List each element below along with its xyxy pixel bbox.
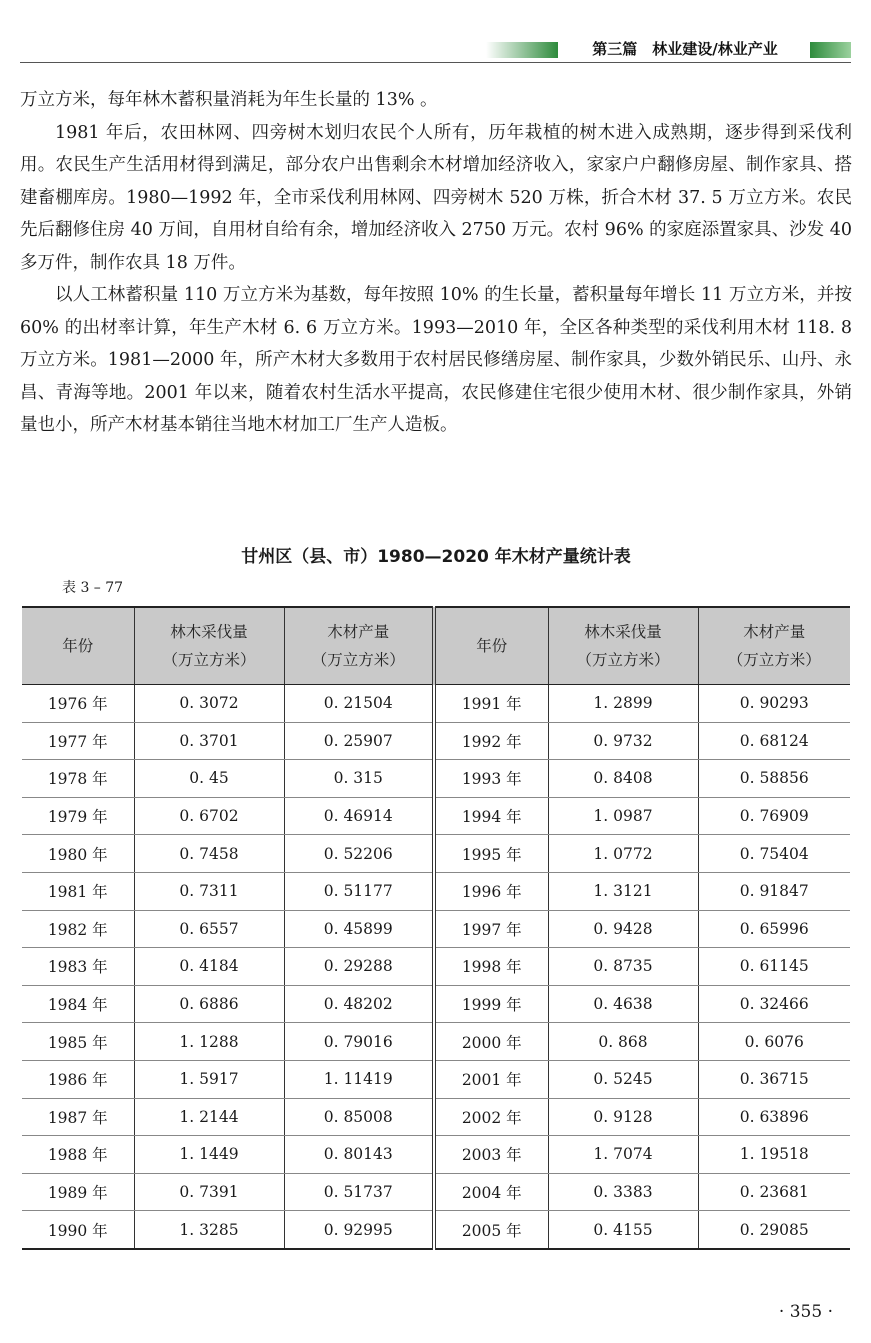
cell-year: 1984 年 — [22, 985, 134, 1023]
cell-wood: 0. 25907 — [284, 722, 434, 760]
cell-wood: 0. 51737 — [284, 1173, 434, 1211]
cell-cut-2: 0. 8735 — [548, 948, 698, 986]
cell-year-2: 2001 年 — [434, 1060, 548, 1098]
cell-wood-2: 0. 29085 — [698, 1211, 850, 1249]
paragraph-1: 万立方米，每年林木蓄积量消耗为年生长量的 13% 。 — [20, 90, 438, 110]
table-row — [22, 948, 850, 986]
running-header — [20, 38, 851, 64]
header-wood-line2: （万立方米） — [311, 651, 405, 669]
table-row — [22, 910, 850, 948]
header-wood-line1: 木材产量 — [327, 623, 390, 641]
cell-wood: 0. 29288 — [284, 948, 434, 986]
timber-table — [22, 606, 850, 1250]
cell-cut-2: 0. 9428 — [548, 910, 698, 948]
header-wood-line2: （万立方米） — [727, 651, 821, 669]
cell-year-2: 1998 年 — [434, 948, 548, 986]
cell-year-2: 2000 年 — [434, 1023, 548, 1061]
header-cut-line2: （万立方米） — [162, 651, 256, 669]
cell-year: 1989 年 — [22, 1173, 134, 1211]
cell-year-2: 1994 年 — [434, 797, 548, 835]
cell-year: 1982 年 — [22, 910, 134, 948]
cell-year: 1977 年 — [22, 722, 134, 760]
table-row — [22, 985, 850, 1023]
table-row — [22, 722, 850, 760]
cell-cut-2: 1. 0987 — [548, 797, 698, 835]
cell-year-2: 1992 年 — [434, 722, 548, 760]
table-title: 甘州区（县、市）1980—2020 年木材产量统计表 — [241, 547, 631, 567]
cell-year-2: 1999 年 — [434, 985, 548, 1023]
cell-year: 1985 年 — [22, 1023, 134, 1061]
cell-cut: 0. 6557 — [134, 910, 284, 948]
table-row — [22, 797, 850, 835]
header-wood — [284, 607, 434, 685]
cell-wood: 0. 92995 — [284, 1211, 434, 1249]
table-row — [22, 760, 850, 798]
cell-cut: 0. 7391 — [134, 1173, 284, 1211]
cell-cut: 0. 4184 — [134, 948, 284, 986]
cell-year-2: 2005 年 — [434, 1211, 548, 1249]
cell-year: 1988 年 — [22, 1136, 134, 1174]
header-cut-line2: （万立方米） — [576, 651, 670, 669]
header-wood-2 — [698, 607, 850, 685]
cell-year-2: 2004 年 — [434, 1173, 548, 1211]
cell-cut: 0. 45 — [134, 760, 284, 798]
header-cut-line1: 林木采伐量 — [584, 623, 662, 641]
cell-wood: 0. 45899 — [284, 910, 434, 948]
cell-wood: 0. 79016 — [284, 1023, 434, 1061]
cell-wood-2: 1. 19518 — [698, 1136, 850, 1174]
cell-cut: 0. 3701 — [134, 722, 284, 760]
cell-cut: 0. 6886 — [134, 985, 284, 1023]
cell-wood: 0. 315 — [284, 760, 434, 798]
page-number: · 355 · — [778, 1302, 833, 1322]
cell-wood: 0. 21504 — [284, 685, 434, 723]
cell-cut-2: 0. 868 — [548, 1023, 698, 1061]
cell-wood: 1. 11419 — [284, 1060, 434, 1098]
cell-wood: 0. 80143 — [284, 1136, 434, 1174]
cell-wood-2: 0. 65996 — [698, 910, 850, 948]
cell-wood-2: 0. 75404 — [698, 835, 850, 873]
cell-year: 1980 年 — [22, 835, 134, 873]
header-cut-2 — [548, 607, 698, 685]
cell-cut-2: 1. 3121 — [548, 872, 698, 910]
cell-wood-2: 0. 32466 — [698, 985, 850, 1023]
cell-wood: 0. 52206 — [284, 835, 434, 873]
cell-cut: 1. 1449 — [134, 1136, 284, 1174]
cell-cut-2: 0. 4155 — [548, 1211, 698, 1249]
cell-year: 1981 年 — [22, 872, 134, 910]
header-cut — [134, 607, 284, 685]
header-title: 第三篇 林业建设/林业产业 — [592, 40, 778, 58]
header-decor-bar-left — [486, 42, 558, 58]
table-row — [22, 1211, 850, 1249]
cell-wood: 0. 85008 — [284, 1098, 434, 1136]
cell-wood: 0. 48202 — [284, 985, 434, 1023]
header-wood-line1: 木材产量 — [743, 623, 806, 641]
body-text — [20, 84, 852, 442]
cell-cut-2: 1. 7074 — [548, 1136, 698, 1174]
cell-year-2: 1996 年 — [434, 872, 548, 910]
cell-year: 1990 年 — [22, 1211, 134, 1249]
cell-year: 1978 年 — [22, 760, 134, 798]
cell-year-2: 2003 年 — [434, 1136, 548, 1174]
table-row — [22, 1136, 850, 1174]
header-year-2: 年份 — [434, 607, 548, 685]
cell-cut-2: 1. 0772 — [548, 835, 698, 873]
table-row — [22, 1098, 850, 1136]
cell-year: 1979 年 — [22, 797, 134, 835]
table-row — [22, 1060, 850, 1098]
cell-year: 1976 年 — [22, 685, 134, 723]
cell-year: 1983 年 — [22, 948, 134, 986]
cell-cut: 1. 5917 — [134, 1060, 284, 1098]
paragraph-3: 以人工林蓄积量 110 万立方米为基数，每年按照 10% 的生长量，蓄积量每年增长 11 万立方米，并按 60% 的出材率计算，年生产木材 6. 6 万立方米。1993—2010 年，全区各种类型的采伐利用木材 118. 8 万立方米。1981—2000 年，所产木材大多数用于农村居民修缮房屋、制作家具，少数外销民乐、山丹、永昌、青海等地。2001 年以来，随着农村生活水平提高，农民修建住宅很少使用木材、很少制作家具，外销量也小，所产木材基本销往当地木材加工厂生产人造板。 — [20, 285, 852, 435]
table-number: 表 3 – 77 — [62, 580, 124, 596]
cell-wood: 0. 51177 — [284, 872, 434, 910]
cell-wood-2: 0. 91847 — [698, 872, 850, 910]
cell-cut-2: 0. 5245 — [548, 1060, 698, 1098]
table-row — [22, 1173, 850, 1211]
table-row — [22, 872, 850, 910]
cell-wood-2: 0. 63896 — [698, 1098, 850, 1136]
table-header-row — [22, 607, 850, 685]
cell-wood-2: 0. 58856 — [698, 760, 850, 798]
cell-cut-2: 0. 9128 — [548, 1098, 698, 1136]
header-year: 年份 — [22, 607, 134, 685]
cell-wood-2: 0. 23681 — [698, 1173, 850, 1211]
cell-year-2: 1995 年 — [434, 835, 548, 873]
table-row — [22, 685, 850, 723]
cell-wood-2: 0. 68124 — [698, 722, 850, 760]
cell-wood-2: 0. 6076 — [698, 1023, 850, 1061]
cell-wood: 0. 46914 — [284, 797, 434, 835]
cell-cut: 0. 7311 — [134, 872, 284, 910]
header-cut-line1: 林木采伐量 — [170, 623, 248, 641]
paragraph-2: 1981 年后，农田林网、四旁树木划归农民个人所有，历年栽植的树木进入成熟期，逐步得到采伐利用。农民生产生活用材得到满足，部分农户出售剩余木材增加经济收入，家家户户翻修房屋、制作家具、搭建畜棚库房。1980—1992 年，全市采伐利用林网、四旁树木 520 万株，折合木材 37. 5 万立方米。农民先后翻修住房 40 万间，自用材自给有余，增加经济收入 2750 万元。农村 96% 的家庭添置家具、沙发 40 多万件，制作农具 18 万件。 — [20, 122, 852, 273]
cell-cut: 0. 3072 — [134, 685, 284, 723]
cell-year-2: 1993 年 — [434, 760, 548, 798]
cell-wood-2: 0. 36715 — [698, 1060, 850, 1098]
cell-wood-2: 0. 76909 — [698, 797, 850, 835]
cell-cut: 0. 7458 — [134, 835, 284, 873]
cell-cut-2: 0. 9732 — [548, 722, 698, 760]
cell-cut: 1. 1288 — [134, 1023, 284, 1061]
cell-wood-2: 0. 61145 — [698, 948, 850, 986]
cell-cut-2: 0. 4638 — [548, 985, 698, 1023]
table-row — [22, 1023, 850, 1061]
cell-cut-2: 0. 3383 — [548, 1173, 698, 1211]
cell-wood-2: 0. 90293 — [698, 685, 850, 723]
cell-year: 1986 年 — [22, 1060, 134, 1098]
cell-cut-2: 0. 8408 — [548, 760, 698, 798]
header-rule — [20, 62, 851, 63]
cell-cut: 1. 2144 — [134, 1098, 284, 1136]
cell-cut: 1. 3285 — [134, 1211, 284, 1249]
cell-cut: 0. 6702 — [134, 797, 284, 835]
cell-year-2: 1997 年 — [434, 910, 548, 948]
cell-year-2: 2002 年 — [434, 1098, 548, 1136]
header-decor-bar-right — [810, 42, 851, 58]
table-body — [22, 685, 850, 1249]
cell-year: 1987 年 — [22, 1098, 134, 1136]
cell-year-2: 1991 年 — [434, 685, 548, 723]
table-row — [22, 835, 850, 873]
cell-cut-2: 1. 2899 — [548, 685, 698, 723]
